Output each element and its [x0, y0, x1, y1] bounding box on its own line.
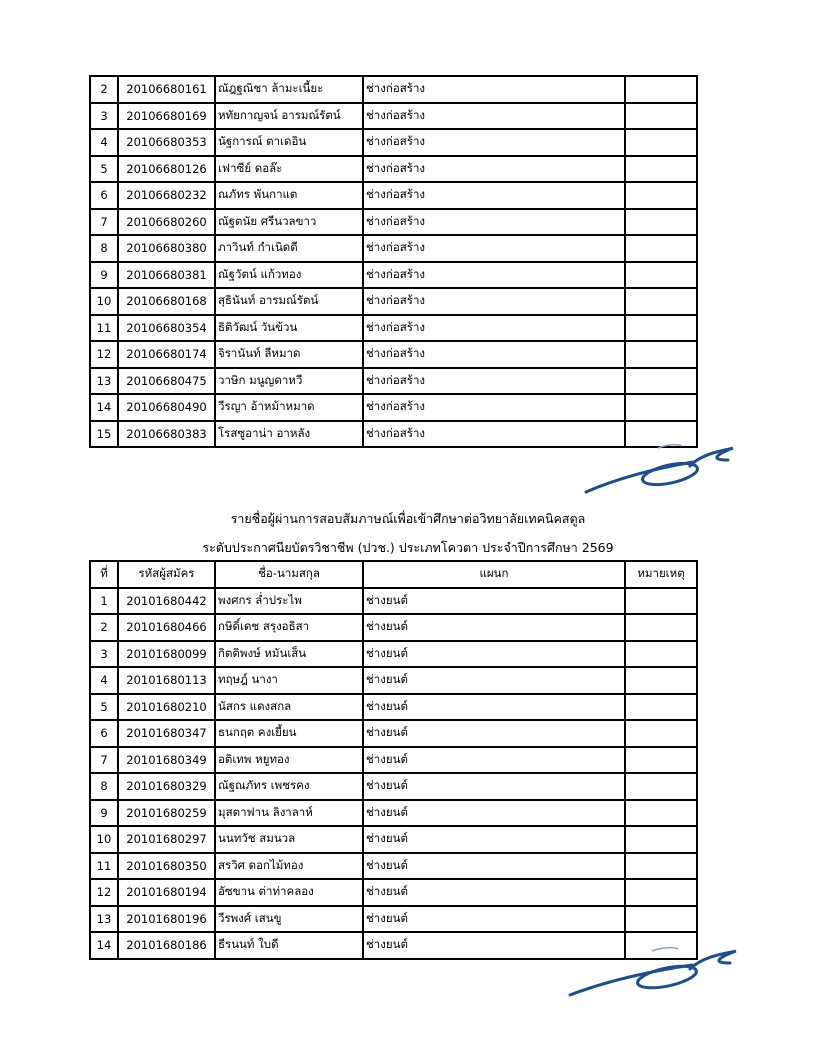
- remarks: [625, 209, 697, 236]
- row-number: 4: [90, 667, 118, 694]
- applicant-name: อติเทพ หยูทอง: [215, 747, 363, 774]
- row-number: 6: [90, 182, 118, 209]
- row-number: 9: [90, 800, 118, 827]
- applicant-name: หทัยกาญจน์ อารมณ์รัตน์: [215, 103, 363, 130]
- applicant-name: พงศกร ล่ำประไพ: [215, 588, 363, 615]
- applicant-name: ทฤษฎ์ นางา: [215, 667, 363, 694]
- applicant-id: 20106680475: [118, 368, 215, 395]
- department: ช่างก่อสร้าง: [363, 368, 625, 395]
- applicant-id: 20106680354: [118, 315, 215, 342]
- department: ช่างยนต์: [363, 747, 625, 774]
- row-number: 7: [90, 209, 118, 236]
- applicant-id: 20101680113: [118, 667, 215, 694]
- row-number: 8: [90, 773, 118, 800]
- remarks: [625, 182, 697, 209]
- remarks: [625, 906, 697, 933]
- row-number: 10: [90, 826, 118, 853]
- department: ช่างยนต์: [363, 932, 625, 959]
- remarks: [625, 156, 697, 183]
- applicant-id: 20101680297: [118, 826, 215, 853]
- department: ช่างก่อสร้าง: [363, 209, 625, 236]
- section-title-line2: ระดับประกาศนียบัตรวิชาชีพ (ปวช.) ประเภทโควตา ประจำปีการศึกษา 2569: [202, 540, 614, 555]
- department: ช่างก่อสร้าง: [363, 341, 625, 368]
- row-number: 12: [90, 879, 118, 906]
- applicant-id: 20101680259: [118, 800, 215, 827]
- table-row: [90, 76, 697, 103]
- department: ช่างยนต์: [363, 667, 625, 694]
- remarks: [625, 315, 697, 342]
- applicant-id: 20101680194: [118, 879, 215, 906]
- remarks: [625, 853, 697, 880]
- remarks: [625, 103, 697, 130]
- applicant-id: 20101680196: [118, 906, 215, 933]
- applicant-id: 20106680353: [118, 129, 215, 156]
- row-number: 13: [90, 906, 118, 933]
- table-row: [90, 879, 697, 906]
- department: ช่างก่อสร้าง: [363, 288, 625, 315]
- applicant-id: 20101680349: [118, 747, 215, 774]
- applicant-name: โรสซูอาน่า อาหลัง: [215, 421, 363, 448]
- row-number: 1: [90, 588, 118, 615]
- applicant-name: ภาวินท์ กำเนิดดี: [215, 235, 363, 262]
- row-number: 3: [90, 103, 118, 130]
- department: ช่างก่อสร้าง: [363, 156, 625, 183]
- row-number: 7: [90, 747, 118, 774]
- applicant-id: 20101680442: [118, 588, 215, 615]
- applicant-name: อัซขาน ต่าท่าคลอง: [215, 879, 363, 906]
- remarks: [625, 720, 697, 747]
- roster-table-construction: [89, 75, 698, 448]
- remarks: [625, 235, 697, 262]
- department: ช่างยนต์: [363, 614, 625, 641]
- row-number: 2: [90, 614, 118, 641]
- remarks: [625, 588, 697, 615]
- table-row: [90, 667, 697, 694]
- department: ช่างก่อสร้าง: [363, 182, 625, 209]
- remarks: [625, 129, 697, 156]
- row-number: 5: [90, 156, 118, 183]
- table-row: [90, 182, 697, 209]
- applicant-id: 20106680383: [118, 421, 215, 448]
- row-number: 14: [90, 394, 118, 421]
- applicant-id: 20101680186: [118, 932, 215, 959]
- row-number: 8: [90, 235, 118, 262]
- applicant-name: ณัฎฐณิชา ล้ามะเนี้ยะ: [215, 76, 363, 103]
- applicant-name: ณัฐตนัย ศรีนวลขาว: [215, 209, 363, 236]
- table-row: [90, 826, 697, 853]
- table-header-row: [90, 561, 697, 588]
- header-no: ที่: [90, 561, 118, 588]
- applicant-name: ณัฐณภัทร เพชรคง: [215, 773, 363, 800]
- remarks: [625, 76, 697, 103]
- row-number: 12: [90, 341, 118, 368]
- applicant-name: สรวิศ ดอกไม้ทอง: [215, 853, 363, 880]
- applicant-id: 20106680232: [118, 182, 215, 209]
- department: ช่างยนต์: [363, 641, 625, 668]
- applicant-name: กษิดิ์เดช สรุงอธิสา: [215, 614, 363, 641]
- table-row: [90, 906, 697, 933]
- department: ช่างก่อสร้าง: [363, 76, 625, 103]
- remarks: [625, 667, 697, 694]
- remarks: [625, 614, 697, 641]
- department: ช่างยนต์: [363, 826, 625, 853]
- table-row: [90, 315, 697, 342]
- table-row: [90, 614, 697, 641]
- applicant-name: วีรพงศ์ เสนขู: [215, 906, 363, 933]
- applicant-name: จิรานันท์ ลีหมาด: [215, 341, 363, 368]
- remarks: [625, 341, 697, 368]
- department: ช่างยนต์: [363, 879, 625, 906]
- applicant-name: นัฐการณ์ ตาเดอิน: [215, 129, 363, 156]
- row-number: 9: [90, 262, 118, 289]
- table-row: [90, 394, 697, 421]
- row-number: 6: [90, 720, 118, 747]
- applicant-name: เฟาซีย์ ดอล๊ะ: [215, 156, 363, 183]
- remarks: [625, 800, 697, 827]
- remarks: [625, 641, 697, 668]
- department: ช่างก่อสร้าง: [363, 421, 625, 448]
- remarks: [625, 394, 697, 421]
- table-row: [90, 641, 697, 668]
- signature-mark: [578, 440, 738, 500]
- table-row: [90, 368, 697, 395]
- applicant-id: 20106680490: [118, 394, 215, 421]
- remarks: [625, 879, 697, 906]
- applicant-id: 20101680099: [118, 641, 215, 668]
- applicant-id: 20106680126: [118, 156, 215, 183]
- table-row: [90, 288, 697, 315]
- table-row: [90, 694, 697, 721]
- header-name: ชื่อ-นามสกุล: [215, 561, 363, 588]
- header-applicant-id: รหัสผู้สมัคร: [118, 561, 215, 588]
- remarks: [625, 826, 697, 853]
- table-row: [90, 588, 697, 615]
- roster-table-auto-mechanics: [89, 560, 698, 960]
- header-department: แผนก: [363, 561, 625, 588]
- remarks: [625, 747, 697, 774]
- department: ช่างก่อสร้าง: [363, 315, 625, 342]
- department: ช่างก่อสร้าง: [363, 103, 625, 130]
- table-row: [90, 262, 697, 289]
- department: ช่างยนต์: [363, 853, 625, 880]
- applicant-id: 20101680210: [118, 694, 215, 721]
- applicant-id: 20101680329: [118, 773, 215, 800]
- applicant-id: 20106680381: [118, 262, 215, 289]
- remarks: [625, 694, 697, 721]
- table-row: [90, 129, 697, 156]
- applicant-name: ธนกฤต คงเยี้ยน: [215, 720, 363, 747]
- row-number: 14: [90, 932, 118, 959]
- row-number: 4: [90, 129, 118, 156]
- applicant-name: นนทวัช สมนวล: [215, 826, 363, 853]
- header-remarks: หมายเหตุ: [625, 561, 697, 588]
- row-number: 3: [90, 641, 118, 668]
- applicant-id: 20101680350: [118, 853, 215, 880]
- department: ช่างก่อสร้าง: [363, 235, 625, 262]
- applicant-id: 20101680466: [118, 614, 215, 641]
- department: ช่างยนต์: [363, 588, 625, 615]
- row-number: 5: [90, 694, 118, 721]
- table-row: [90, 156, 697, 183]
- applicant-name: มุสตาฟาน ลิงาลาห์: [215, 800, 363, 827]
- table-row: [90, 773, 697, 800]
- department: ช่างยนต์: [363, 773, 625, 800]
- table-row: [90, 720, 697, 747]
- row-number: 13: [90, 368, 118, 395]
- applicant-id: 20106680174: [118, 341, 215, 368]
- applicant-id: 20101680347: [118, 720, 215, 747]
- applicant-name: ณัฐวัตน์ แก้วทอง: [215, 262, 363, 289]
- applicant-name: วีรญา อ้าหม้าหมาด: [215, 394, 363, 421]
- applicant-name: สุธินันท์ อารมณ์รัตน์: [215, 288, 363, 315]
- department: ช่างก่อสร้าง: [363, 262, 625, 289]
- row-number: 2: [90, 76, 118, 103]
- applicant-id: 20106680260: [118, 209, 215, 236]
- applicant-id: 20106680169: [118, 103, 215, 130]
- table-row: [90, 209, 697, 236]
- applicant-id: 20106680168: [118, 288, 215, 315]
- row-number: 15: [90, 421, 118, 448]
- department: ช่างยนต์: [363, 906, 625, 933]
- table-row: [90, 800, 697, 827]
- remarks: [625, 368, 697, 395]
- row-number: 11: [90, 315, 118, 342]
- applicant-name: กิตติพงษ์ หมันเส็น: [215, 641, 363, 668]
- row-number: 11: [90, 853, 118, 880]
- applicant-id: 20106680161: [118, 76, 215, 103]
- remarks: [625, 288, 697, 315]
- table-row: [90, 341, 697, 368]
- table-row: [90, 235, 697, 262]
- signature-mark: [562, 943, 742, 1003]
- table-row: [90, 747, 697, 774]
- department: ช่างก่อสร้าง: [363, 129, 625, 156]
- remarks: [625, 262, 697, 289]
- department: ช่างยนต์: [363, 800, 625, 827]
- table-row: [90, 103, 697, 130]
- applicant-name: ธิติวัฒน์ วันข้วน: [215, 315, 363, 342]
- applicant-name: นัสกร แดงสกล: [215, 694, 363, 721]
- section-title-line1: รายชื่อผู้ผ่านการสอบสัมภาษณ์เพื่อเข้าศึกษาต่อวิทยาลัยเทคนิคสตูล: [230, 511, 586, 526]
- department: ช่างก่อสร้าง: [363, 394, 625, 421]
- department: ช่างยนต์: [363, 720, 625, 747]
- remarks: [625, 773, 697, 800]
- table-row: [90, 853, 697, 880]
- applicant-name: ณภัทร พันกาแต: [215, 182, 363, 209]
- applicant-name: ธีรนนท์ ใบดี: [215, 932, 363, 959]
- department: ช่างยนต์: [363, 694, 625, 721]
- applicant-name: วาษิก มนูญดาหวี: [215, 368, 363, 395]
- applicant-id: 20106680380: [118, 235, 215, 262]
- row-number: 10: [90, 288, 118, 315]
